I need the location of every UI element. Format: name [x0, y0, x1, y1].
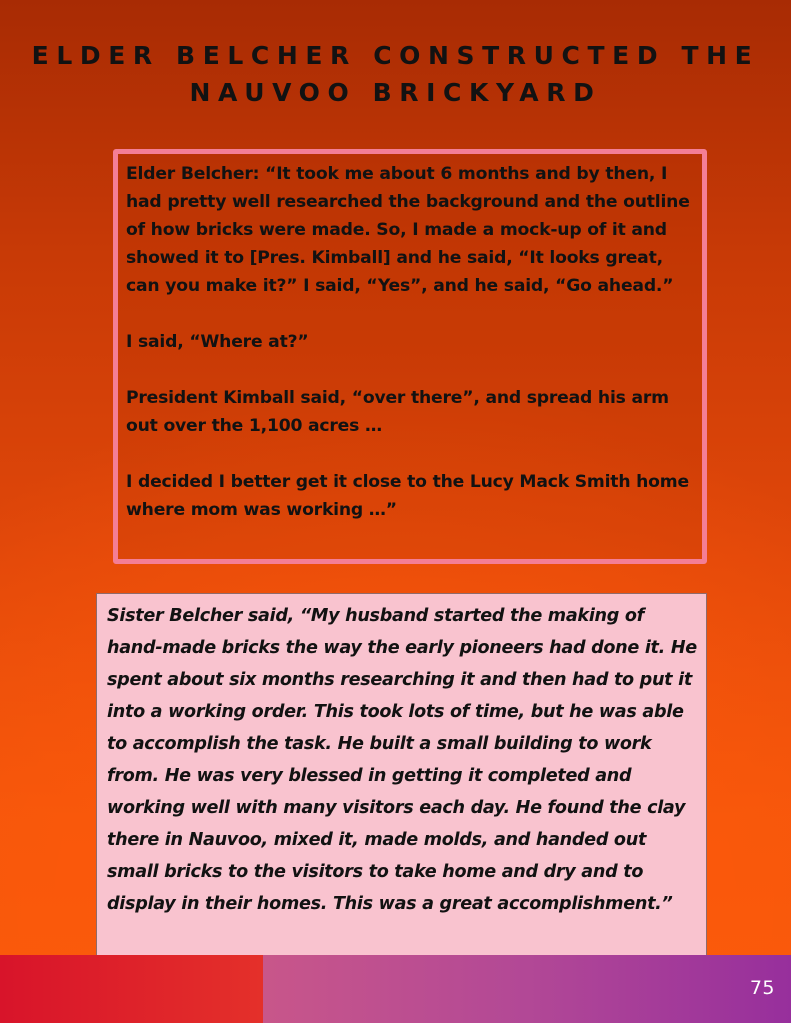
elder-quote-paragraph-1: Elder Belcher: “It took me about 6 months and by then, I had pretty well researched the background and the outline of how bricks were made. So, I made a mock-up of it and showed it to [Pres. Kimball] and he said, “It looks great, can you make it?” I said, “Yes”, and he said, “Go ahead.” — [126, 164, 690, 296]
page-title — [20, 37, 771, 111]
footer-band-right — [263, 955, 791, 1023]
sister-quote-text: Sister Belcher said, “My husband started the making of hand-made bricks the way the early pioneers had done it. He spent about six months researching it and then had to put it into a working order. This took lots of time, but he was able to accomplish the task. He built a small building to work from. He was very blessed in getting it completed and working well with many visitors each day. He found the clay there in Nauvoo, mixed it, made molds, and handed out small bricks to the visitors to take home and dry and to display in their homes. This was a great accomplishment.” — [107, 606, 697, 914]
footer-band-left — [0, 955, 263, 1023]
elder-quote-paragraph-4: I decided I better get it close to the Lucy Mack Smith home where mom was working …” — [126, 472, 689, 520]
page-title-line-2: NAUVOO BRICKYARD — [189, 78, 602, 107]
sister-belcher-quote-box — [96, 593, 707, 956]
page-number: 75 — [749, 977, 775, 999]
elder-quote-paragraph-2: I said, “Where at?” — [126, 332, 309, 352]
page-title-line-1: ELDER BELCHER CONSTRUCTED THE — [31, 41, 760, 70]
elder-quote-paragraph-3: President Kimball said, “over there”, and spread his arm out over the 1,100 acres … — [126, 388, 669, 436]
elder-belcher-quote-box — [113, 149, 707, 564]
